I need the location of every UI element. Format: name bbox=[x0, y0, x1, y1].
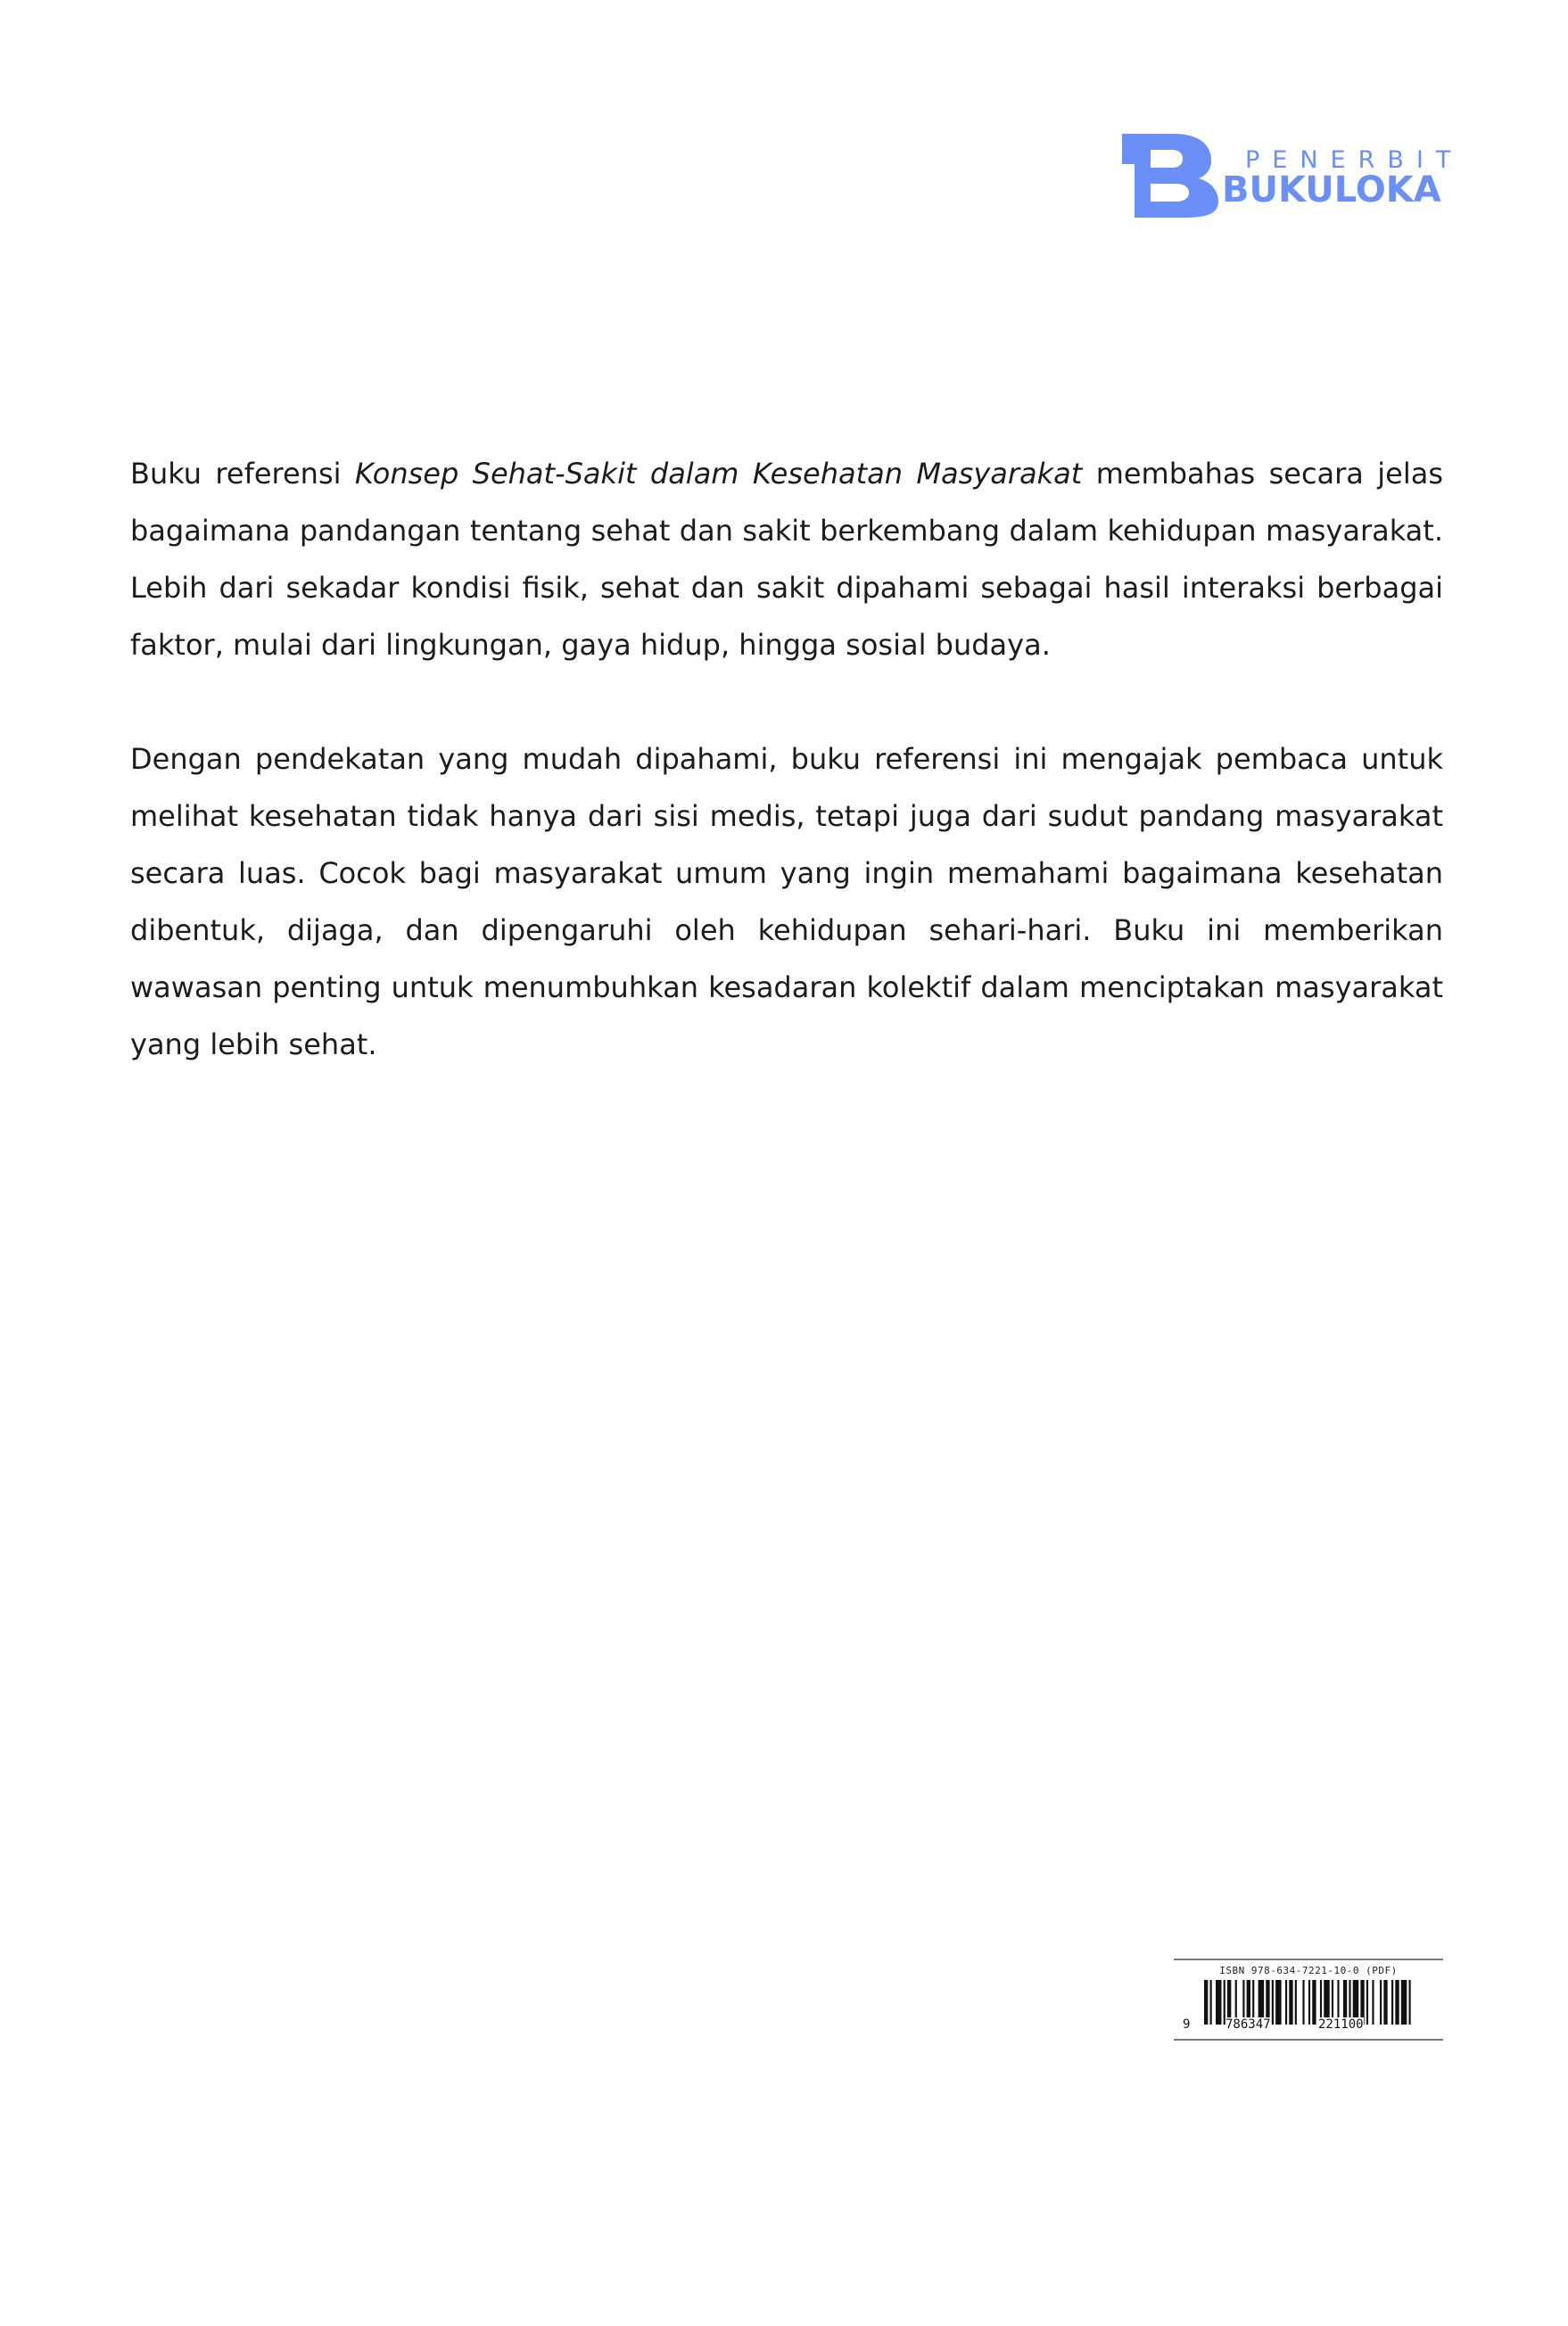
barcode-bar bbox=[1210, 1980, 1212, 2025]
barcode-bar bbox=[1204, 1980, 1208, 2025]
barcode-bar bbox=[1395, 1980, 1399, 2025]
isbn-barcode-block bbox=[1174, 1959, 1443, 2041]
barcode-bar bbox=[1372, 1980, 1374, 2025]
barcode-digits-left: 786347 bbox=[1226, 2017, 1271, 2032]
barcode-bar bbox=[1295, 1980, 1297, 2025]
bukuloka-b-logo-icon bbox=[1122, 134, 1220, 218]
description-paragraph-1 bbox=[130, 445, 1443, 673]
barcode-bar bbox=[1275, 1980, 1282, 2025]
barcode-digits-right: 221100 bbox=[1318, 2017, 1364, 2032]
book-description bbox=[130, 445, 1443, 1073]
barcode-bar bbox=[1391, 1980, 1393, 2025]
p1-rest: membahas secara jelas bagaimana pandangan tentang sehat dan sakit berkembang dalam kehidupan masyarakat. Lebih dari sekadar kondisi fisik, sehat dan sakit dipahami sebagai hasil interaksi berbagai faktor, mulai dari lingkungan, gaya hidup, hingga sosial budaya. bbox=[130, 457, 1444, 662]
barcode-digit-first: 9 bbox=[1183, 2017, 1191, 2032]
p1-intro: Buku referensi bbox=[130, 457, 355, 491]
barcode-bar bbox=[1302, 1980, 1304, 2025]
book-title: Konsep Sehat-Sakit dalam Kesehatan Masyarakat bbox=[354, 457, 1083, 491]
logo-penerbit-text: PENERBIT bbox=[1245, 146, 1464, 174]
barcode-bar bbox=[1401, 1980, 1407, 2025]
isbn-bottom-rule bbox=[1174, 2039, 1443, 2041]
isbn-label: ISBN 978-634-7221-10-0 (PDF) bbox=[1219, 1965, 1398, 1976]
isbn-top-rule bbox=[1174, 1959, 1443, 1960]
barcode-bar bbox=[1272, 1980, 1274, 2025]
barcode-bar bbox=[1383, 1980, 1387, 2025]
barcode-bar bbox=[1409, 1980, 1411, 2025]
barcode-bar bbox=[1366, 1980, 1368, 2025]
barcode-bar bbox=[1285, 1980, 1287, 2025]
logo-bukuloka-text: BUKULOKA bbox=[1222, 169, 1441, 210]
barcode-bar bbox=[1312, 1980, 1316, 2025]
barcode-bar bbox=[1216, 1980, 1222, 2025]
description-paragraph-2: Dengan pendekatan yang mudah dipahami, buku referensi ini mengajak pembaca untuk melihat kesehatan tidak hanya dari sisi medis, tetapi juga dari sudut pandang masyarakat secara luas. Cocok bagi masyarakat umum yang ingin memahami bagaimana kesehatan dibentuk, dijaga, dan dipengaruhi oleh kehidupan sehari-hari. Buku ini memberikan wawasan penting untuk menumbuhkan kesadaran kolektif dalam menciptakan masyarakat yang lebih sehat. bbox=[130, 742, 1443, 1061]
barcode-bar bbox=[1289, 1980, 1292, 2025]
barcode-bar bbox=[1308, 1980, 1310, 2025]
publisher-logo bbox=[1122, 134, 1464, 218]
barcode-bar bbox=[1380, 1980, 1382, 2025]
